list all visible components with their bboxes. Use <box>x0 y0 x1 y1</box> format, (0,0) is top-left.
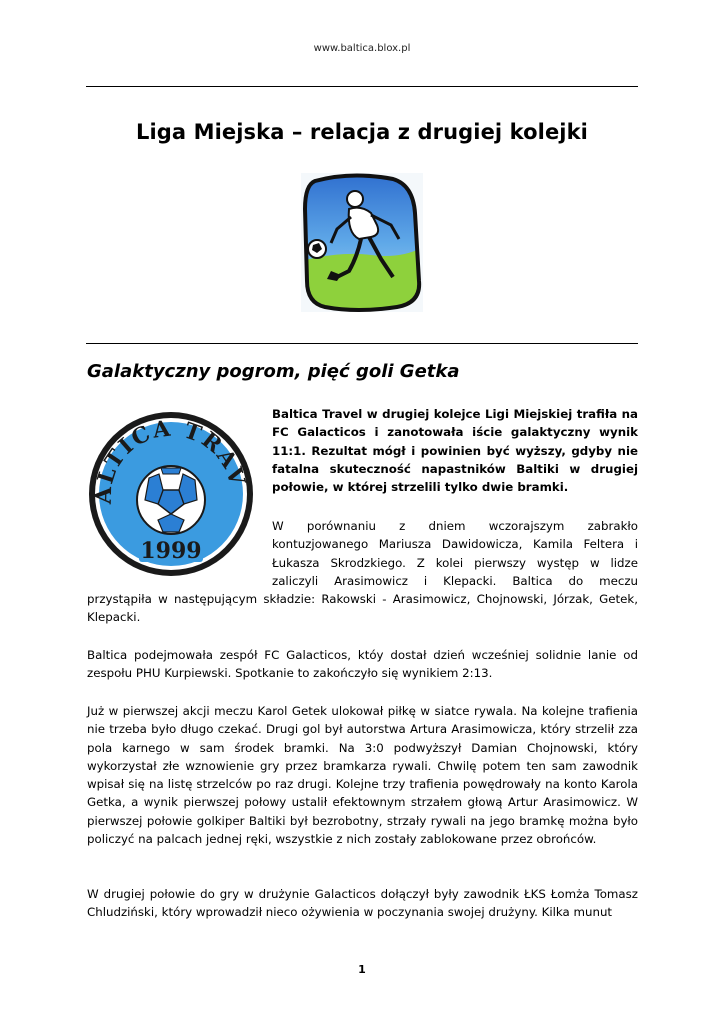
intro-paragraph: Baltica Travel w drugiej kolejce Ligi Miejskiej trafiła na FC Galacticos i zanotowała iście galaktyczny wynik 11:1. Rezultat mógł i powinien być wyższy, gdyby nie fatalna skuteczność napastników Baltiki w drugiej połowie, w której strzelili tylko dwie bramki. <box>272 407 638 495</box>
logo-top-text: ALTICA TRAV <box>90 415 251 505</box>
paragraph-1-side <box>272 517 638 590</box>
paragraph-2: Baltica podejmowała zespół FC Galacticos, któy dostał dzień wcześniej solidnie lanie od zespołu PHU Kurpiewski. Spotkanie to zakończyło się wynikiem 2:13. <box>87 648 638 681</box>
paragraph-3: Już w pierwszej akcji meczu Karol Getek ulokował piłkę w siatce rywala. Na kolejne trafienia nie trzeba było długo czekać. Drugi gol był autorstwa Artura Arasimowicza, który strzelił zza pola karnego w sam środek bramki. Na 3:0 podwyższył Damian Chojnowski, który wykorzystał złe wznowienie gry przez bramkarza rywali. Chwilę potem ten sam zawodnik wpisał się na listę strzelców po raz drugi. Kolejne trzy trafienia powędrowały na konto Karola Getka, a wynik pierwszej połowy ustalił efektownym strzałem głową Artur Arasimowicz. W pierwszej połowie golkiper Baltiki był bezrobotny, strzały rywali na jego bramkę można było policzyć na palcach jednej ręki, wszystkie z nich zostały zablokowane przez obrońców. <box>87 704 638 847</box>
logo-year: 1999 <box>140 538 202 564</box>
p1-line-4: zaliczyli Arasimowicz i Klepacki. Baltica do meczu <box>272 573 638 588</box>
paragraph-4: W drugiej połowie do gry w drużynie Galacticos dołączył były zawodnik ŁKS Łomża Tomasz Chludziński, który wprowadził nieco ożywienia w poczynania swojej drużyny. Kilka munut <box>87 887 638 920</box>
p1-line-1: W porównaniu z dniem wczorajszym zabrakło <box>272 519 638 533</box>
header-divider <box>86 86 638 87</box>
paragraph-1-rest: przystąpiła w następującym składzie: Rakowski - Arasimowicz, Chojnowski, Jórzak, Getek, Klepacki. <box>87 592 638 625</box>
page-title: Liga Miejska – relacja z drugiej kolejki <box>136 120 588 144</box>
p1-line-2: kontuzjowanego Mariusza Dawidowicza, Kamila Feltera i <box>272 537 638 552</box>
page-number: 1 <box>358 963 366 976</box>
article-subtitle: Galaktyczny pogrom, pięć goli Getka <box>87 361 460 382</box>
p1-line-3: Łukasza Skrodzkiego. Z kolei pierwszy występ w lidze <box>272 555 638 570</box>
baltica-travel-logo <box>87 408 255 578</box>
section-divider <box>86 343 638 344</box>
soccer-player-image <box>301 173 423 312</box>
header-url: www.baltica.blox.pl <box>313 43 411 54</box>
